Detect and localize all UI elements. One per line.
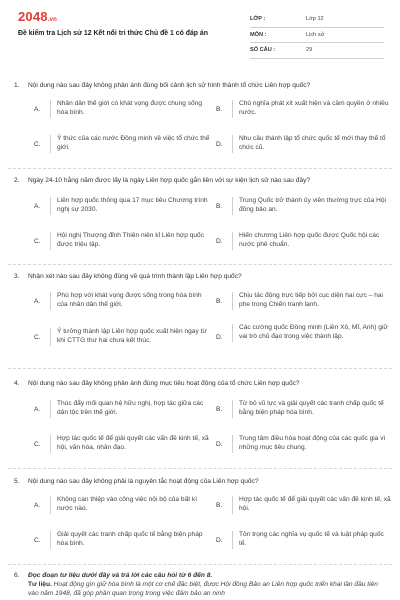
option-text: Nhân dân thế giới có khát vọng được chung sống hòa bình.: [50, 100, 210, 118]
option-text: Ý tưởng thành lập Liên hợp quốc xuất hiện ngay từ khi CTTG thứ hai chưa kết thúc.: [50, 328, 210, 346]
meta-table: [250, 12, 384, 59]
divider: [8, 168, 392, 169]
option-text: Trung tâm điều hòa hoạt động của các quốc gia vì những mục tiêu chung.: [232, 435, 392, 453]
option-letter: D.: [216, 141, 223, 148]
question-text: Nội dung nào sau đây không phản ánh đúng mục tiêu hoạt động của tổ chức Liên hợp quốc?: [28, 380, 300, 387]
option-letter: C.: [34, 334, 41, 341]
option-letter: C.: [34, 441, 41, 448]
option-text: Giải quyết các tranh chấp quốc tế bằng biện pháp hòa bình.: [50, 531, 210, 549]
option-text: Thúc đẩy mối quan hệ hữu nghị, hợp tác giữa các dân tộc trên thế giới.: [50, 400, 210, 418]
option-text: Chủ nghĩa phát xít xuất hiện và cầm quyền ở nhiều nước.: [232, 100, 392, 118]
option-letter: D.: [216, 238, 223, 245]
question-number: 5.: [14, 478, 20, 485]
option-text: Hiến chương Liên hợp quốc được Quốc hội các nước phê chuẩn.: [232, 232, 392, 250]
meta-label: MÔN :: [250, 31, 267, 38]
option-text: Hợp tác quốc tế để giải quyết các vấn đề kinh tế, xã hội.: [232, 496, 392, 514]
option-letter: A.: [34, 406, 41, 413]
option-letter: B.: [216, 106, 223, 113]
document-header: [18, 8, 384, 64]
meta-value: Lịch sử: [306, 31, 325, 38]
option-text: Tôn trọng các nghĩa vụ quốc tế và luật pháp quốc tế.: [232, 531, 392, 549]
option-letter: D.: [216, 537, 223, 544]
option-letter: D.: [216, 441, 223, 448]
meta-label: LỚP :: [250, 16, 266, 22]
site-logo[interactable]: [18, 8, 57, 26]
logo-suffix: .vn: [47, 17, 58, 23]
divider: [8, 564, 392, 565]
question-text: Ngày 24-10 hằng năm được lấy là ngày Liên hợp quốc gắn liền với sự kiện lịch sử nào sau đây?: [28, 177, 311, 184]
option-text: Không can thiệp vào công việc nội bộ của bất kì nước nào.: [50, 496, 210, 514]
meta-label: SỐ CÂU :: [250, 47, 276, 53]
question-text: Nội dung nào sau đây không phản ánh đúng bối cảnh lịch sử hình thành tổ chức Liên hợp quốc?: [28, 82, 311, 89]
option-text: Hội nghị Thượng đỉnh Thiên niên kỉ Liên hợp quốc được triệu tập.: [50, 232, 210, 250]
option-letter: A.: [34, 203, 41, 210]
meta-row-class: [250, 12, 384, 28]
page-title: Đề kiểm tra Lịch sử 12 Kết nối tri thức Chủ đề 1 có đáp án: [18, 30, 208, 37]
passage-lead: Tư liệu.: [28, 581, 52, 588]
option-text: Chịu tác động trực tiếp bởi cục diện hai cực – hai phe trong Chiến tranh lạnh.: [232, 292, 392, 310]
divider: [8, 368, 392, 369]
question-text: Đọc đoạn tư liệu dưới đây và trả lời các câu hỏi từ 6 đến 8.: [28, 572, 213, 579]
meta-row-subject: [250, 28, 384, 44]
meta-value: Lớp 12: [306, 16, 324, 22]
option-letter: B.: [216, 203, 223, 210]
option-text: Ý thức của các nước Đồng minh về việc tổ chức thế giới.: [50, 135, 210, 153]
option-text: Từ bỏ vũ lực và giải quyết các tranh chấp quốc tế bằng biện pháp hòa bình.: [232, 400, 392, 418]
option-letter: B.: [216, 502, 223, 509]
option-text: Trung Quốc trở thành ủy viên thường trực của Hội đồng bảo an.: [232, 197, 392, 215]
option-letter: A.: [34, 106, 41, 113]
passage-body: Hoạt động gìn giữ hòa bình là một cơ chế đặc biệt, được Hội đồng Bảo an Liên hợp quốc triển khai lần đầu tiên vào năm 1948, đã góp phần quan trọng trong việc đảm bảo an ninh: [28, 581, 378, 597]
option-letter: C.: [34, 537, 41, 544]
option-text: Các cường quốc Đồng minh (Liên Xô, Mĩ, Anh) giữ vai trò chủ đạo trong việc thành lập.: [232, 324, 392, 342]
option-text: Hợp tác quốc tế để giải quyết các vấn đề kinh tế, xã hội, văn hóa, nhân đạo.: [50, 435, 210, 453]
question-number: 4.: [14, 380, 20, 387]
question-number: 2.: [14, 177, 20, 184]
option-text: Liên hợp quốc thông qua 17 mục tiêu Chương trình nghị sự 2030.: [50, 197, 210, 215]
meta-value: 29: [306, 47, 313, 53]
question-number: 1.: [14, 82, 20, 89]
question-text: Nhận xét nào sau đây không đúng về quá trình thành lập Liên hợp quốc?: [28, 273, 242, 280]
option-letter: B.: [216, 298, 223, 305]
option-letter: A.: [34, 298, 41, 305]
option-text: Nhu cầu thành lập tổ chức quốc tế mới thay thế tổ chức cũ.: [232, 135, 392, 153]
divider: [8, 264, 392, 265]
option-text: Phù hợp với khát vọng được sống trong hòa bình của nhân dân thế giới.: [50, 292, 210, 310]
option-letter: B.: [216, 406, 223, 413]
option-letter: C.: [34, 141, 41, 148]
question-text: Nội dung nào sau đây không phải là nguyên tắc hoạt động của Liên hợp quốc?: [28, 478, 259, 485]
divider: [8, 468, 392, 469]
logo-text: 2048: [18, 9, 48, 24]
question-number: 3.: [14, 273, 20, 280]
option-letter: A.: [34, 502, 41, 509]
option-letter: C.: [34, 238, 41, 245]
meta-row-count: [250, 43, 384, 59]
option-letter: D.: [216, 334, 223, 341]
passage-text: [28, 581, 390, 599]
question-number: 6.: [14, 572, 20, 579]
